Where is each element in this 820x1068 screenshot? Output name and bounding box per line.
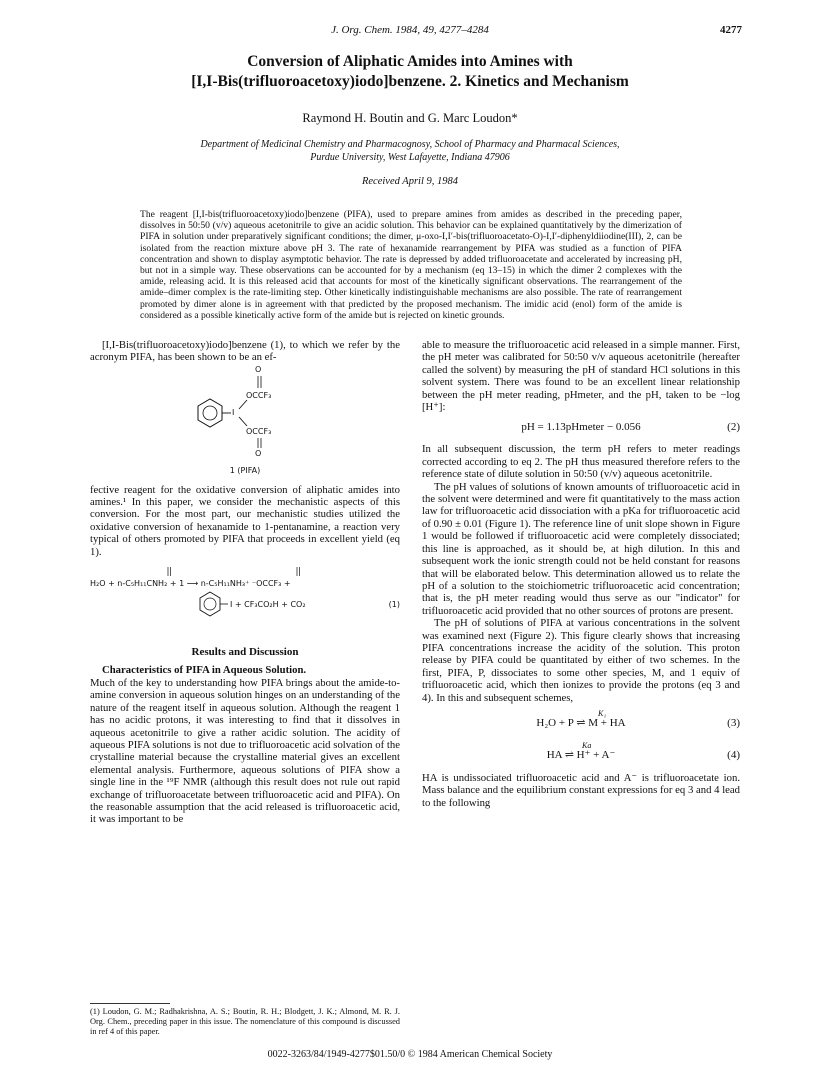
title-line-1: Conversion of Aliphatic Amides into Amines with (247, 53, 573, 70)
pifa-structure (90, 364, 400, 458)
footnote-rule (90, 1003, 170, 1004)
footnote: (1) Loudon, G. M.; Radhakrishna, A. S.; Boutin, R. H.; Blodgett, J. K.; Almond, M. R. J. Org. Chem., preceding paper in this issue. The nomenclature of this compound is discussed in ref 4 of this paper. (90, 1007, 400, 1036)
right-paragraph-1: able to measure the trifluoroacetic acid released in a simple manner. First, the pH meter was calibrated for 50:50 v/v aqueous acetonitrile (hereafter called the solvent) by measuring the pH of standard HCl solutions in this solvent system. There was found to be an excellent linear relationship between the pH meter reading, pHmeter, and the pH, taken to be −log [H⁺]: (422, 339, 740, 414)
equation-4 (422, 740, 740, 768)
subsection-heading: Characteristics of PIFA in Aqueous Solution. (102, 664, 307, 677)
equation-3-number: (3) (727, 716, 740, 729)
equation-1-drawing (90, 564, 400, 628)
journal-citation: J. Org. Chem. 1984, 49, 4277–4284 (331, 24, 489, 36)
equation-4-constant: Ka (582, 740, 592, 750)
intro-paragraph-end: fective reagent for the oxidative conversion of aliphatic amides into amines.¹ In this paper, we consider the mechanistic aspects of this conversion. For the most part, our mechanistic studies utilized the oxidative conversion of hexanamide to 1-pentanamine, a reaction very typical of others promoted by PIFA that proceeds in excellent yield (eq 1). (90, 483, 400, 558)
equation-2-number: (2) (727, 421, 740, 434)
occf3-top: OCCF₃ (246, 390, 272, 400)
equation-3-constant: K₁ (598, 708, 607, 718)
pifa-structure-drawing (90, 368, 400, 454)
equation-1 (90, 564, 400, 628)
carbonyl-o-top: O (255, 364, 262, 374)
equation-1-line-1: H₂O + n-C₅H₁₁CNH₂ + 1 ⟶ n-C₅H₁₁NH₃⁺ ⁻OCCF₃ + (90, 579, 291, 589)
structure-caption: 1 (PIFA) (229, 466, 261, 476)
affiliation-line-1: Department of Medicinal Chemistry and Pharmacognosy, School of Pharmacy and Pharmacal Sciences, (200, 139, 620, 150)
received-date: Received April 9, 1984 (361, 176, 459, 187)
equation-1-line-2: I + CF₃CO₂H + CO₂ (230, 600, 306, 610)
right-column (422, 339, 740, 809)
pifa-aqueous-paragraph: Much of the key to understanding how PIFA brings about the amide-to-amine conversion in aqueous solution hinges on an understanding of the nature of the reagent itself in aqueous solution. Although the reagent 1 has no acidic protons, it was interesting to find that it dissolves in aqueous acetonitrile to give a rather acidic solution. The acidity of aqueous PIFA solutions is not due to trifluoroacetic acid solvation of the crystalline material because the crystalline material gives an excellent elemental analysis. Furthermore, aqueous solutions of PIFA show a single line in the ¹⁹F NMR (although this result does not rule out rapid exchange of trifluoroacetate between trifluoroacetic acid and PIFA). On the reasonable assumption that the acid released is trifluoroacetic acid, it was important to be (90, 676, 400, 826)
abstract: The reagent [I,I-bis(trifluoroacetoxy)iodo]benzene (PIFA), used to prepare amines from amides as described in the preceding paper, dissolves in 50:50 (v/v) aqueous acetonitrile to give an acidic solution. This behavior can be explained quantitatively by the dimerization of PIFA in solution under preparatively significant conditions; the dimer, μ-oxo-I,I′-bis(trifluoroacetato-O)-I,I′-diphenyldiiodine(III), 2, can be isolated from the reaction mixture above pH 3. The rate of hexanamide rearrangement by PIFA was studied as a function of PIFA concentration and shown to display asymptotic behavior. The rate is depressed by added trifluoroacetate and accelerated by increasing pH, but not in a simple way. These observations can be accounted for by a mechanism (eq 13–15) in which the dimer 2 complexes with the amide, releasing acid. It is this released acid that accounts for most of the kinetically significant observations. The rearrangement of the amide–dimer complex is the rate-limiting step. Other kinetically indistinguishable mechanisms are also possible. The rate of rearrangement promoted by dimer alone is in agreement with that predicted by the proposed mechanism. The imidic acid (enol) form of the amide is considered as a possible kinetically active form of the amide but is rejected on kinetic grounds. (140, 209, 682, 321)
right-paragraph-4: The pH of solutions of PIFA at various concentrations in the solvent was examined next (Figure 2). This figure clearly shows that increasing PIFA concentrations increase the acidity of the solution. This proton release by PIFA could be quantitated by either of two schemes. In the first, PIFA, P, dissociates to some other species, M, and 1 equiv of trifluoroacetic acid, which then ionizes to provide the protons (eq 3 and 4). In this and subsequent schemes, (422, 617, 740, 704)
equation-3-expression: H₂O + P ⇌ M + HA (536, 716, 626, 729)
equation-4-expression: HA ⇌ H⁺ + A⁻ (546, 748, 616, 761)
article-title (90, 52, 730, 92)
right-paragraph-2: In all subsequent discussion, the term pH refers to meter readings corrected according to eq 2. The pH thus measured therefore refers to the reference state of dilute solution in 50:50 (v/v) aqueous acetonitrile. (422, 443, 740, 481)
affiliation-line-2: Purdue University, West Lafayette, Indiana 47906 (310, 152, 510, 163)
equation-1-number: (1) (388, 600, 400, 610)
intro-paragraph-start: [I,I-Bis(trifluoroacetoxy)iodo]benzene (1), to which we refer by the acronym PIFA, has been shown to be an ef- (90, 339, 400, 364)
right-paragraph-5: HA is undissociated trifluoroacetic acid and A⁻ is trifluoroacetate ion. Mass balance and the equilibrium constant expressions for eq 3 and 4 lead to the following (422, 771, 740, 809)
right-paragraph-3: The pH values of solutions of known amounts of trifluoroacetic acid in the solvent were determined and were fit quantitatively to the mass action law for trifluoroacetic acid dissociation with a pKa for trifluoroacetic acid of 0.90 ± 0.01 (Figure 1). The reference line of unit slope shown in Figure 1 would be followed if trifluoroacetic acid were completely dissociated; this line is approached, as it should be, at high dilution. In this and subsequent work the ionic strength could not be held constant for reasons that will be elaborated below. This determination allowed us to relate the pH of a solution to the stoichiometric trifluoroacetic acid concentration; that is, the pH meter reading would thus serve as our "indicator" for trifluoroacetic acid provided that no other sources of protons are present. (422, 480, 740, 617)
affiliation (120, 138, 700, 164)
equation-2 (422, 417, 740, 439)
copyright-footer: 0022-3263/84/1949-4277$01.50/0 © 1984 American Chemical Society (267, 1049, 553, 1060)
authors: Raymond H. Boutin and G. Marc Loudon* (302, 111, 518, 125)
section-heading: Results and Discussion (191, 646, 299, 659)
title-line-2: [I,I-Bis(trifluoroacetoxy)iodo]benzene. 2. Kinetics and Mechanism (191, 73, 629, 90)
page-number: 4277 (720, 24, 742, 36)
carbonyl-o-bottom: O (255, 448, 262, 458)
occf3-bottom: OCCF₃ (246, 426, 272, 436)
equation-4-number: (4) (727, 748, 740, 761)
equation-2-expression: pH = 1.13pHmeter − 0.056 (521, 421, 641, 434)
iodine-atom: I (232, 407, 235, 417)
left-column (90, 339, 400, 826)
equation-3 (422, 708, 740, 736)
